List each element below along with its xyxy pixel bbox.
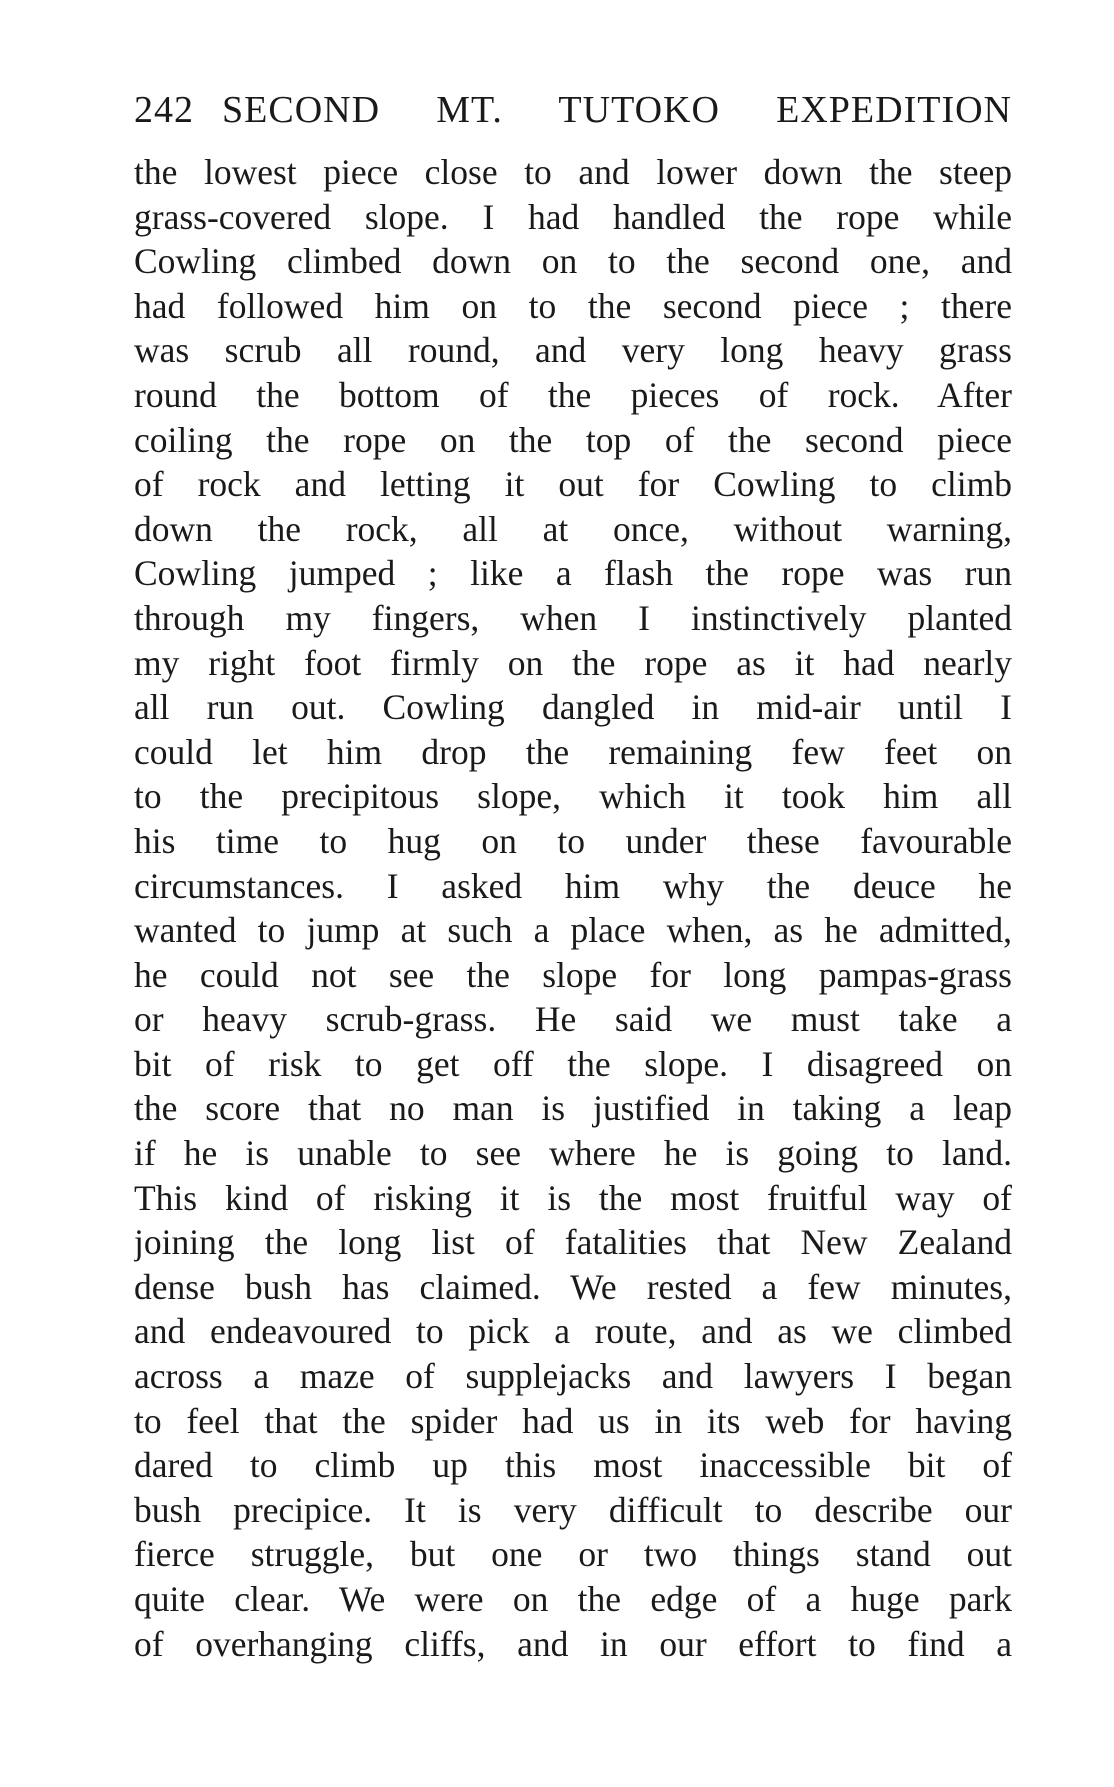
text-line: and endeavoured to pick a route, and as we climbed <box>134 1311 1012 1352</box>
text-line: coiling the rope on the top of the second piece <box>134 419 1012 460</box>
text-line: Cowling jumped ; like a flash the rope was run <box>134 553 1012 594</box>
text-line: he could not see the slope for long pampas-grass <box>134 954 1012 995</box>
text-line: dense bush has claimed. We rested a few minutes, <box>134 1266 1012 1307</box>
text-line: circumstances. I asked him why the deuce he <box>134 865 1012 906</box>
text-line: down the rock, all at once, without warning, <box>134 508 1012 549</box>
text-line: grass-covered slope. I had handled the rope while <box>134 196 1012 237</box>
text-line: through my fingers, when I instinctively planted <box>134 597 1012 638</box>
text-line: Cowling climbed down on to the second one, and <box>134 241 1012 282</box>
text-line: all run out. Cowling dangled in mid-air until I <box>134 687 1012 728</box>
text-line: his time to hug on to under these favourable <box>134 820 1012 861</box>
running-title: SECOND MT. TUTOKO EXPEDITION <box>222 89 1012 131</box>
text-line: my right foot firmly on the rope as it had nearly <box>134 642 1012 683</box>
text-line: quite clear. We were on the edge of a huge park <box>134 1579 1012 1619</box>
running-head <box>134 88 1012 138</box>
text-line: the lowest piece close to and lower down the steep <box>134 152 1012 192</box>
text-line: across a maze of supplejacks and lawyers I began <box>134 1356 1012 1397</box>
text-line: bit of risk to get off the slope. I disagreed on <box>134 1043 1012 1084</box>
body-text <box>134 150 1012 1666</box>
text-line: round the bottom of the pieces of rock. After <box>134 374 1012 415</box>
text-line: bush precipice. It is very difficult to describe our <box>134 1489 1012 1530</box>
text-line: could let him drop the remaining few feet on <box>134 731 1012 772</box>
text-line: fierce struggle, but one or two things stand out <box>134 1534 1012 1575</box>
text-line: of overhanging cliffs, and in our effort to find a <box>134 1623 1012 1664</box>
text-line: to the precipitous slope, which it took him all <box>134 776 1012 817</box>
text-line: dared to climb up this most inaccessible bit of <box>134 1445 1012 1486</box>
text-line: if he is unable to see where he is going to land. <box>134 1133 1012 1174</box>
text-line: or heavy scrub-grass. He said we must take a <box>134 999 1012 1040</box>
text-line: the score that no man is justified in taking a leap <box>134 1088 1012 1129</box>
text-line: was scrub all round, and very long heavy grass <box>134 330 1012 371</box>
page-number: 242 <box>134 89 194 131</box>
text-line: joining the long list of fatalities that New Zealand <box>134 1222 1012 1263</box>
text-line: had followed him on to the second piece ; there <box>134 285 1012 326</box>
text-line: wanted to jump at such a place when, as he admitted, <box>134 910 1012 951</box>
text-line: of rock and letting it out for Cowling to climb <box>134 464 1012 505</box>
text-line: This kind of risking it is the most fruitful way of <box>134 1177 1012 1218</box>
text-line: to feel that the spider had us in its web for having <box>134 1400 1012 1441</box>
